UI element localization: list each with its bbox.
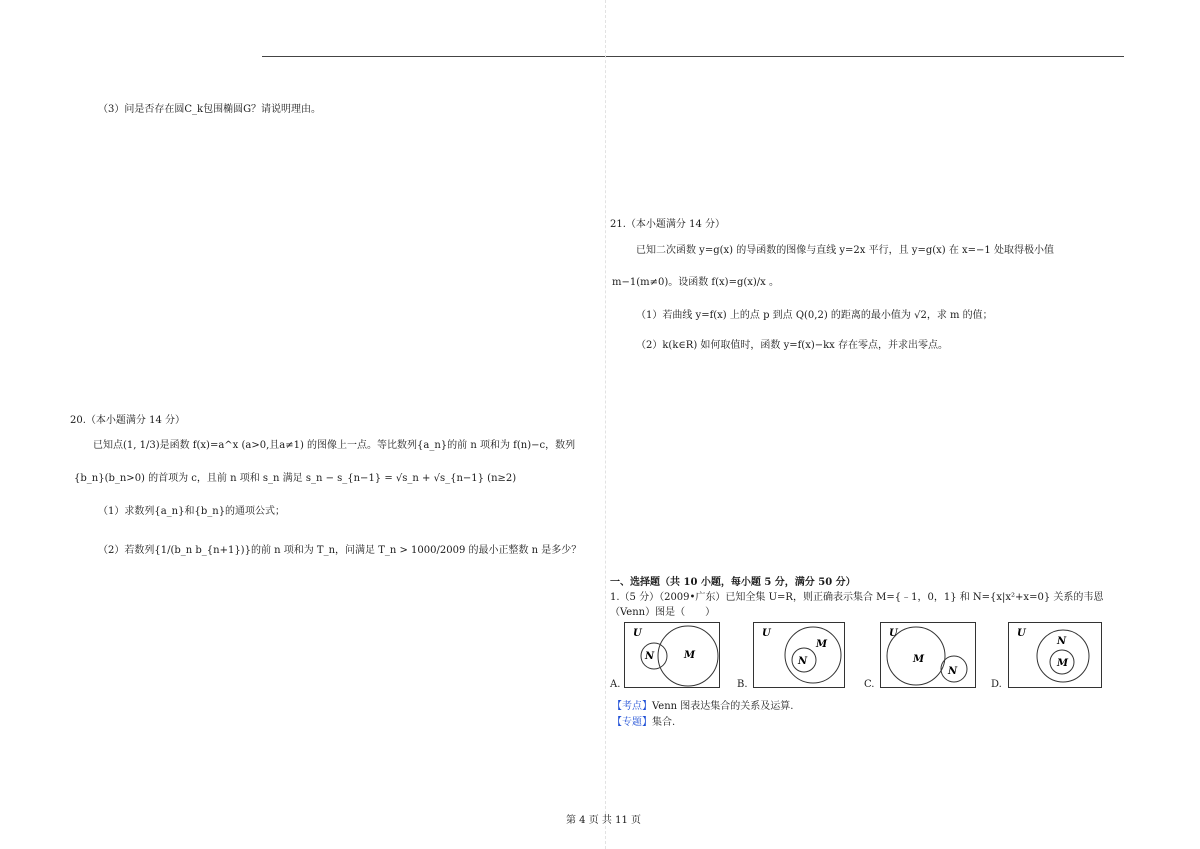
- venn-c-u: U: [889, 628, 898, 639]
- kaodian-text: Venn 图表达集合的关系及运算.: [652, 701, 794, 712]
- section-heading: 一、选择题（共 10 小题，每小题 5 分，满分 50 分）: [610, 577, 856, 588]
- q19-part3: （3）问是否存在圆C_k包围椭圆G？请说明理由。: [98, 104, 322, 115]
- zhuanti-tag: 【专题】: [612, 717, 652, 728]
- venn-diagram-b[interactable]: [753, 622, 845, 688]
- kaodian-line: [612, 697, 793, 712]
- q20-line2: {b_n}(b_n>0) 的首项为 c，且前 n 项和 s_n 满足 s_n − s_{n−1} = √s_n + √s_{n−1} (n≥2): [74, 473, 517, 484]
- venn-c-m: M: [913, 654, 925, 665]
- venn-diagram-a[interactable]: [624, 622, 720, 688]
- q21-line1: 已知二次函数 y=g(x) 的导函数的图像与直线 y=2x 平行，且 y=g(x) 在 x=−1 处取得极小值: [636, 245, 1054, 256]
- option-a-label[interactable]: A.: [610, 679, 621, 690]
- venn-b-u: U: [762, 628, 771, 639]
- q20-part1: （1）求数列{a_n}和{b_n}的通项公式；: [98, 506, 286, 517]
- option-c-label[interactable]: C.: [864, 679, 875, 690]
- q21-line2: m−1(m≠0)。设函数 f(x)=g(x)/x 。: [612, 277, 779, 288]
- q20-line1: 已知点(1, 1/3)是函数 f(x)=a^x (a>0,且a≠1) 的图像上一点。等比数列{a_n}的前 n 项和为 f(n)−c，数列: [93, 440, 576, 451]
- venn-d-m: M: [1057, 658, 1069, 669]
- option-b-label[interactable]: B.: [737, 679, 748, 690]
- venn-diagram-c[interactable]: [880, 622, 976, 688]
- q21-part1: （1）若曲线 y=f(x) 上的点 p 到点 Q(0,2) 的距离的最小值为 √2，求 m 的值；: [636, 310, 993, 321]
- q20-part2: （2）若数列{1/(b_n b_{n+1})}的前 n 项和为 T_n，问满足 T_n > 1000/2009 的最小正整数 n 是多少？: [98, 545, 582, 556]
- zhuanti-text: 集合.: [652, 717, 676, 728]
- header-rule: [262, 56, 1124, 57]
- kaodian-tag: 【考点】: [612, 701, 652, 712]
- q1-line1: 1.（5 分）（2009•广东）已知全集 U=R，则正确表示集合 M={﹣1，0，1} 和 N={x|x²+x=0} 关系的韦恩: [610, 592, 1104, 603]
- q1-line2: （Venn）图是（ ）: [610, 607, 716, 618]
- q21-title: 21.（本小题满分 14 分）: [610, 219, 725, 230]
- venn-b-n: N: [798, 656, 808, 667]
- venn-a-m: M: [684, 650, 696, 661]
- venn-b-m: M: [816, 639, 828, 650]
- venn-d-u: U: [1017, 628, 1026, 639]
- venn-a-u: U: [633, 628, 642, 639]
- q21-part2: （2）k(k∈R) 如何取值时，函数 y=f(x)−kx 存在零点，并求出零点。: [636, 340, 949, 351]
- q20-title: 20.（本小题满分 14 分）: [70, 415, 185, 426]
- venn-a-n: N: [645, 651, 655, 662]
- venn-c-n: N: [948, 666, 958, 677]
- venn-diagram-d[interactable]: [1008, 622, 1102, 688]
- option-d-label[interactable]: D.: [991, 679, 1002, 690]
- page-number: 第 4 页 共 11 页: [566, 815, 641, 826]
- page-divider: [605, 0, 606, 849]
- zhuanti-line: [612, 713, 675, 728]
- venn-d-n: N: [1057, 636, 1067, 647]
